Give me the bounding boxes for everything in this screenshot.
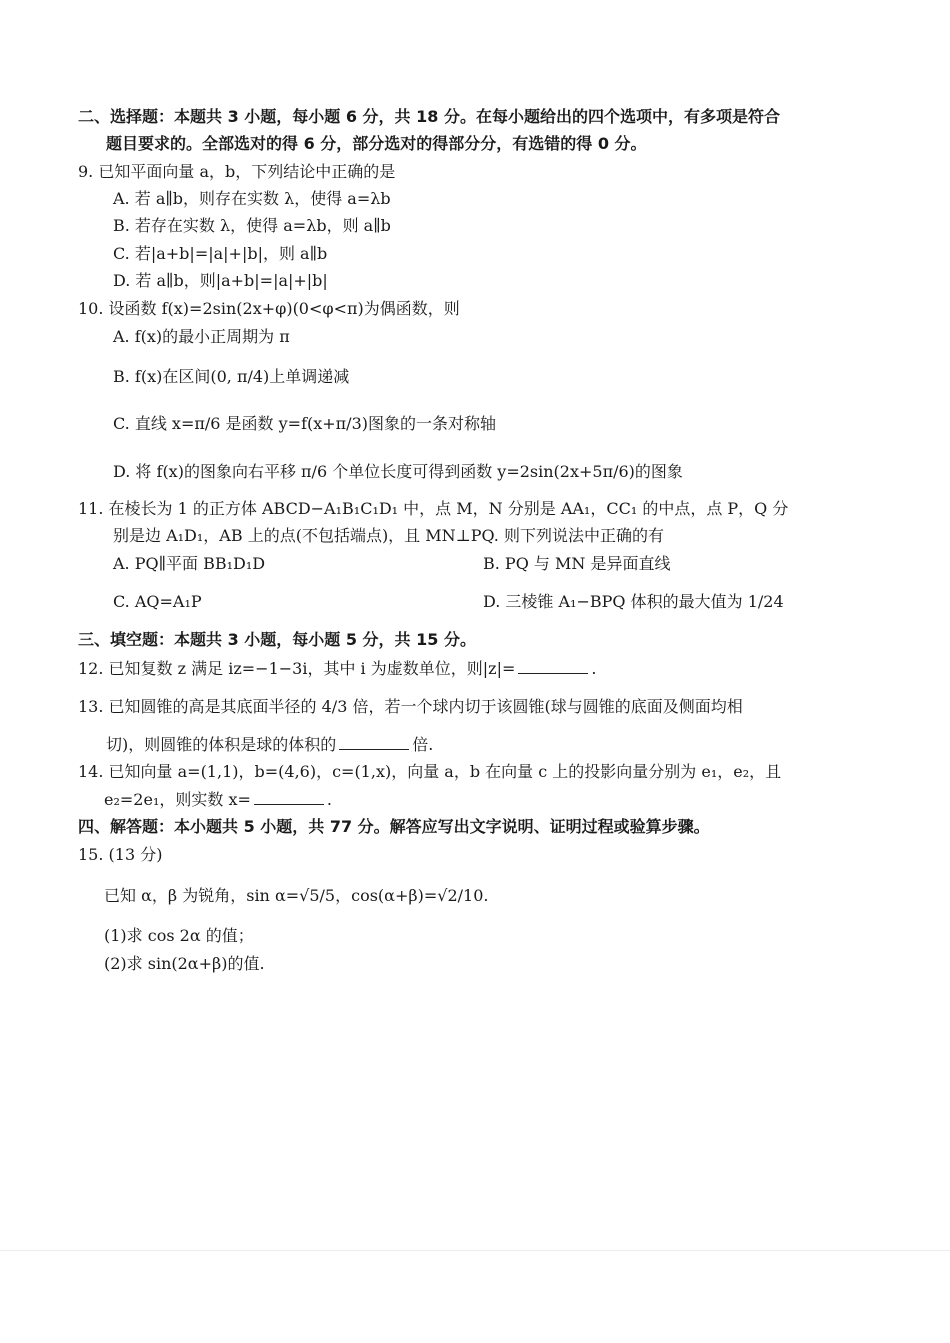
question-13-line-1: 13. 已知圆锥的高是其底面半径的 4/3 倍，若一个球内切于该圆锥(球与圆锥的底面及侧面均相 — [78, 697, 743, 716]
question-15-part-1: (1)求 cos 2α 的值； — [104, 926, 254, 945]
question-9-option-d: D. 若 a∥b，则|a+b|=|a|+|b| — [113, 271, 328, 290]
answer-blank — [339, 735, 409, 750]
question-14-line-2-text: e₂=2e₁，则实数 x= — [104, 790, 251, 809]
question-14-line-2 — [104, 789, 332, 811]
question-12-text: 12. 已知复数 z 满足 iz=−1−3i，其中 i 为虚数单位，则|z|= — [78, 659, 516, 678]
question-13-line-2 — [106, 734, 433, 756]
question-10-option-d: D. 将 f(x)的图象向右平移 π/6 个单位长度可得到函数 y=2sin(2x+5π/6)的图象 — [113, 462, 683, 481]
question-10-option-c: C. 直线 x=π/6 是函数 y=f(x+π/3)图象的一条对称轴 — [113, 414, 496, 433]
section-2-instructions-line-1: 二、选择题：本题共 3 小题，每小题 6 分，共 18 分。在每小题给出的四个选项中，有多项是符合 — [78, 107, 780, 126]
question-11-stem-line-2: 别是边 A₁D₁，AB 上的点(不包括端点)，且 MN⊥PQ. 则下列说法中正确的有 — [113, 526, 664, 545]
question-12 — [78, 658, 596, 680]
answer-blank — [518, 659, 588, 674]
section-2-instructions-line-2: 题目要求的。全部选对的得 6 分，部分选对的得部分分，有选错的得 0 分。 — [106, 134, 647, 153]
question-11-stem-line-1: 11. 在棱长为 1 的正方体 ABCD−A₁B₁C₁D₁ 中，点 M，N 分别是 AA₁，CC₁ 的中点，点 P，Q 分 — [78, 499, 789, 518]
question-11-option-b: B. PQ 与 MN 是异面直线 — [483, 554, 671, 573]
question-13-end: 倍. — [412, 735, 434, 754]
question-12-end: . — [591, 659, 597, 678]
question-11-option-d: D. 三棱锥 A₁−BPQ 体积的最大值为 1/24 — [483, 592, 784, 611]
question-14-line-1: 14. 已知向量 a=(1,1)，b=(4,6)，c=(1,x)，向量 a，b 在向量 c 上的投影向量分别为 e₁，e₂，且 — [78, 762, 782, 781]
question-9-option-b: B. 若存在实数 λ，使得 a=λb，则 a∥b — [113, 216, 391, 235]
answer-blank — [254, 790, 324, 805]
question-10-option-b: B. f(x)在区间(0, π/4)上单调递减 — [113, 367, 350, 386]
question-10-stem: 10. 设函数 f(x)=2sin(2x+φ)(0<φ<π)为偶函数，则 — [78, 299, 460, 318]
page-divider — [0, 1250, 950, 1251]
section-4-title: 四、解答题：本小题共 5 小题，共 77 分。解答应写出文字说明、证明过程或验算步骤。 — [78, 817, 710, 836]
question-10-option-a: A. f(x)的最小正周期为 π — [113, 327, 290, 346]
question-9-option-a: A. 若 a∥b，则存在实数 λ，使得 a=λb — [113, 189, 391, 208]
question-15-part-2: (2)求 sin(2α+β)的值. — [104, 954, 265, 973]
question-11-option-a: A. PQ∥平面 BB₁D₁D — [113, 554, 266, 573]
question-11-option-c: C. AQ=A₁P — [113, 592, 202, 611]
question-15-header: 15. (13 分) — [78, 845, 163, 864]
question-14-end: . — [326, 790, 332, 809]
question-9-stem: 9. 已知平面向量 a，b，下列结论中正确的是 — [78, 162, 396, 181]
section-3-title: 三、填空题：本题共 3 小题，每小题 5 分，共 15 分。 — [78, 630, 476, 649]
question-9-option-c: C. 若|a+b|=|a|+|b|，则 a∥b — [113, 244, 328, 263]
question-13-line-2-text: 切)，则圆锥的体积是球的体积的 — [106, 735, 337, 754]
question-15-given: 已知 α，β 为锐角，sin α=√5/5，cos(α+β)=√2/10. — [104, 886, 489, 905]
